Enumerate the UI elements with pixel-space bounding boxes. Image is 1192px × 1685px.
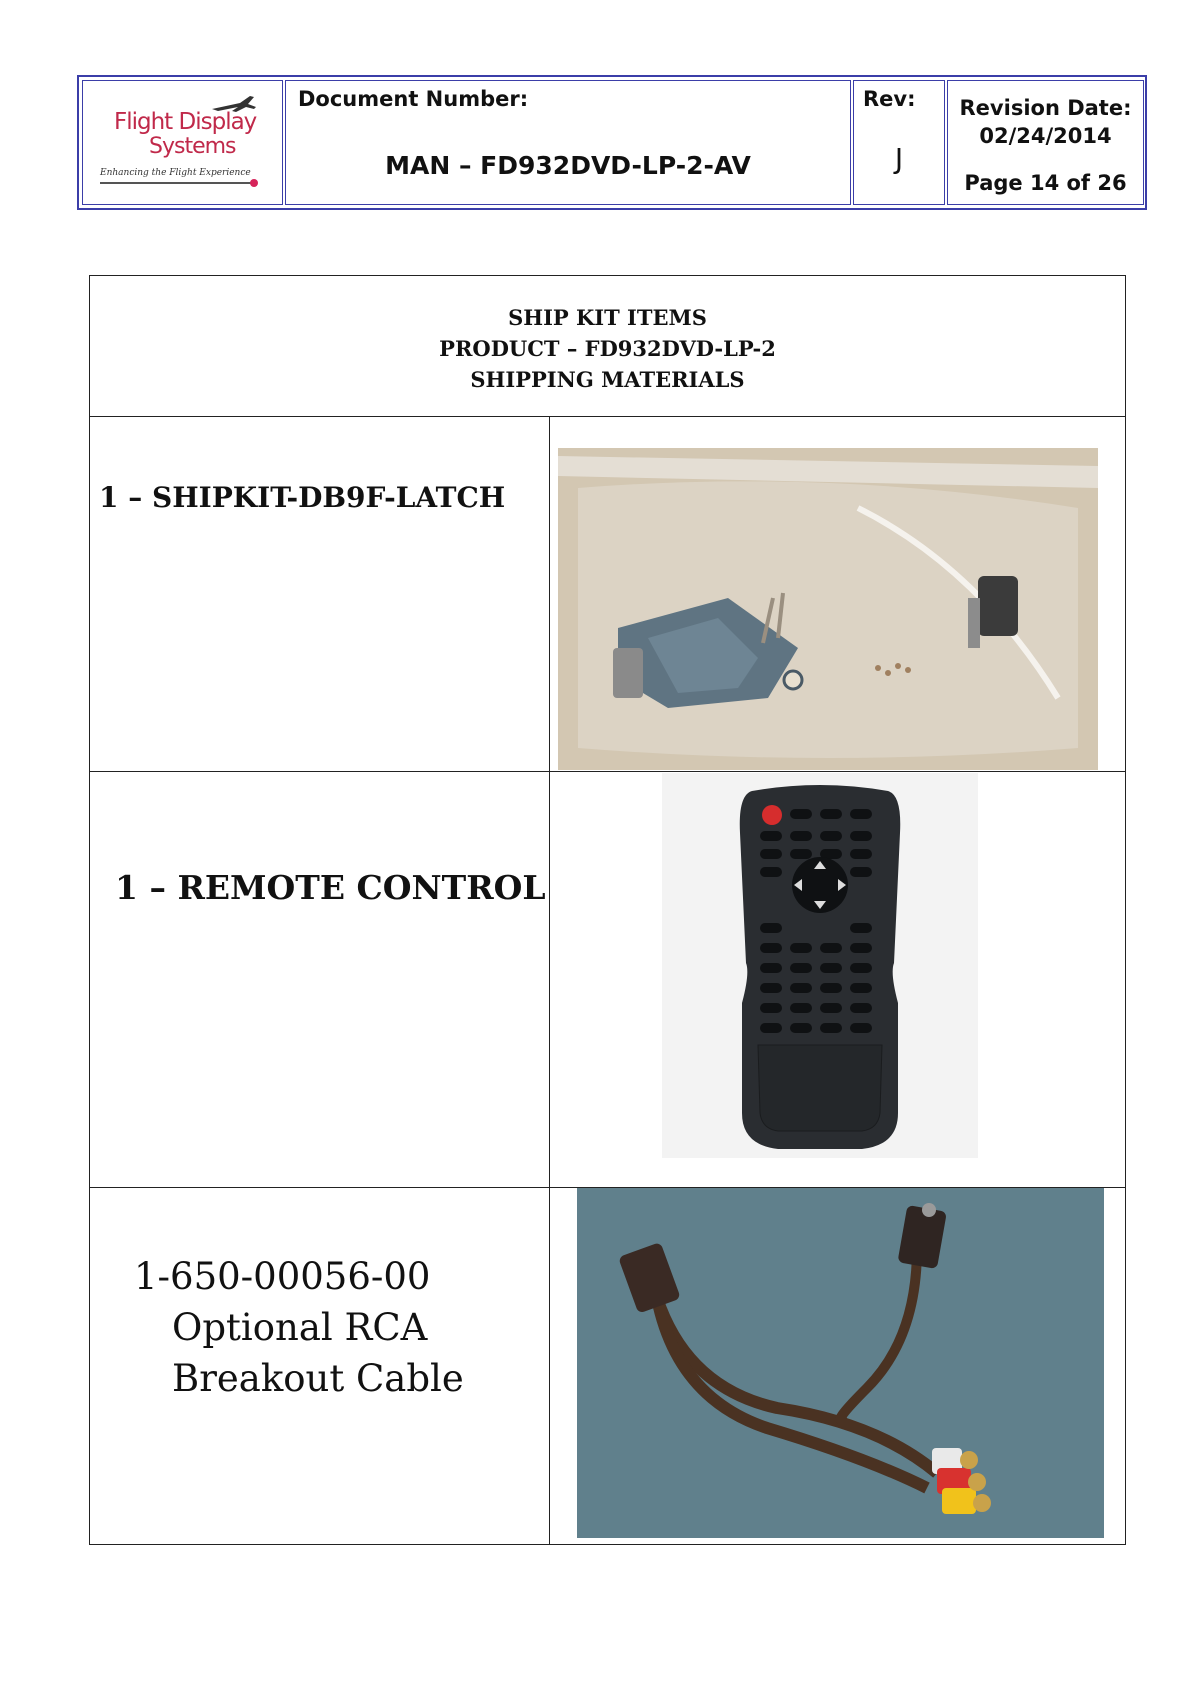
logo-cell	[82, 80, 283, 205]
rev-label: Rev:	[863, 87, 916, 111]
ship-kit-table	[89, 275, 1126, 1545]
title-line-3: SHIPPING MATERIALS	[470, 367, 745, 392]
logo-text-line2: Systems	[149, 134, 236, 159]
db9f-latch-photo	[558, 448, 1098, 770]
logo-underline	[100, 182, 255, 184]
table-divider	[90, 771, 1125, 772]
item-rca-desc-1: Optional RCA	[172, 1306, 428, 1349]
revision-date-label: Revision Date:	[959, 96, 1132, 120]
item-rca-desc-2: Breakout Cable	[172, 1357, 464, 1400]
column-divider	[549, 416, 550, 1544]
page-number: Page 14 of 26	[964, 171, 1127, 195]
revision-date-cell	[947, 80, 1144, 205]
rev-value: J	[894, 142, 904, 175]
logo-dot	[250, 179, 258, 187]
rca-breakout-cable-photo	[577, 1188, 1104, 1538]
title-line-2: PRODUCT – FD932DVD-LP-2	[439, 336, 776, 361]
item-db9f-latch-label: 1 – SHIPKIT-DB9F-LATCH	[99, 481, 506, 514]
remote-control-photo	[662, 773, 978, 1158]
revision-cell	[853, 80, 945, 205]
document-number: MAN – FD932DVD-LP-2-AV	[385, 151, 751, 180]
item-rca-cable-label	[134, 1251, 464, 1404]
document-number-cell	[285, 80, 851, 205]
logo-tagline: Enhancing the Flight Experience	[100, 168, 251, 178]
title-line-1: SHIP KIT ITEMS	[508, 305, 707, 330]
table-divider	[90, 416, 1125, 417]
ship-kit-title	[90, 302, 1125, 395]
document-header	[77, 75, 1147, 210]
logo-text-line1: Flight Display	[114, 109, 257, 135]
item-remote-control-label: 1 – REMOTE CONTROL	[115, 868, 546, 907]
revision-date: 02/24/2014	[979, 124, 1112, 148]
document-number-label: Document Number:	[298, 87, 529, 111]
item-rca-part-number: 1-650-00056-00	[134, 1255, 431, 1298]
